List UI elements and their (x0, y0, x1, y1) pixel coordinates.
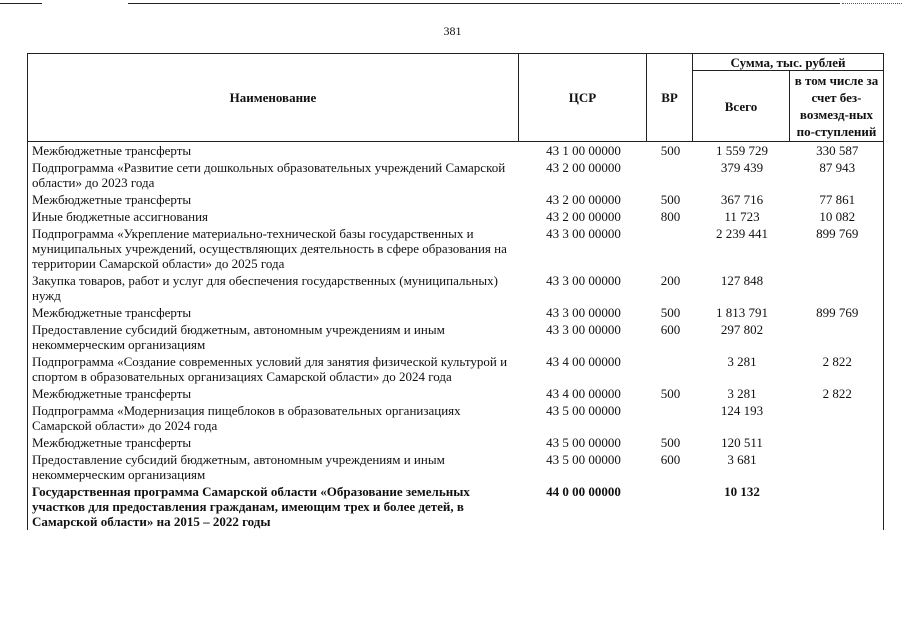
row-code: 44 0 00 00000 (546, 484, 621, 499)
row-name: Межбюджетные трансферты (28, 304, 519, 321)
row-name: Предоставление субсидий бюджетным, автономным учреждениям и иным некоммерческим организациям (28, 451, 519, 483)
top-rule-left (0, 3, 42, 4)
table-row (28, 208, 884, 225)
row-total: 297 802 (720, 322, 764, 337)
top-rule-dotted (842, 3, 902, 4)
row-code: 43 3 00 00000 (546, 322, 621, 337)
row-name: Межбюджетные трансферты (28, 385, 519, 402)
row-code: 43 3 00 00000 (546, 273, 621, 288)
row-vr (647, 483, 693, 530)
row-of-which (790, 272, 884, 304)
row-name: Иные бюджетные ассигнования (28, 208, 519, 225)
header-name: Наименование (28, 54, 519, 142)
table-row (28, 321, 884, 353)
row-name: Государственная программа Самарской области «Образование земельных участков для предоставления гражданам, имеющим трех и более детей, в Самарской области» на 2015 – 2022 годы (28, 483, 519, 530)
row-of-which: 10 082 (790, 208, 884, 225)
row-total: 379 439 (720, 160, 764, 175)
row-of-which (790, 483, 884, 530)
table-row (28, 191, 884, 208)
row-code: 43 2 00 00000 (546, 160, 621, 175)
header-code: ЦСР (519, 54, 647, 142)
row-code: 43 4 00 00000 (546, 386, 621, 401)
row-of-which (790, 434, 884, 451)
table-row (28, 434, 884, 451)
row-name: Подпрограмма «Развитие сети дошкольных образовательных учреждений Самарской области» до 2023 года (28, 159, 519, 191)
row-total: 10 132 (724, 484, 760, 499)
table-row (28, 402, 884, 434)
row-vr: 200 (660, 273, 681, 288)
row-name: Межбюджетные трансферты (28, 434, 519, 451)
row-vr (647, 402, 693, 434)
row-name: Предоставление субсидий бюджетным, автономным учреждениям и иным некоммерческим организациям (28, 321, 519, 353)
row-code: 43 1 00 00000 (546, 143, 621, 158)
row-of-which (790, 321, 884, 353)
row-total: 3 281 (727, 386, 757, 401)
row-of-which (790, 402, 884, 434)
row-total: 367 716 (720, 192, 764, 207)
row-total: 3 681 (727, 452, 757, 467)
row-code: 43 5 00 00000 (546, 452, 621, 467)
table-body (28, 142, 884, 531)
row-vr (647, 159, 693, 191)
row-name: Закупка товаров, работ и услуг для обеспечения государственных (муниципальных) нужд (28, 272, 519, 304)
header-total: Всего (693, 71, 790, 142)
table-row (28, 225, 884, 272)
row-vr: 500 (660, 192, 681, 207)
row-code: 43 2 00 00000 (546, 192, 621, 207)
budget-table (27, 53, 884, 530)
row-of-which: 2 822 (790, 385, 884, 402)
row-vr: 500 (660, 435, 681, 450)
row-name: Подпрограмма «Модернизация пищеблоков в образовательных организациях Самарской области» до 2024 года (28, 402, 519, 434)
row-vr (647, 225, 693, 272)
row-name: Подпрограмма «Создание современных условий для занятия физической культурой и спортом в образовательных организациях Самарской области» до 2024 года (28, 353, 519, 385)
row-of-which (790, 451, 884, 483)
row-vr: 500 (660, 386, 681, 401)
row-vr: 500 (660, 305, 681, 320)
table-row (28, 353, 884, 385)
row-of-which: 2 822 (790, 353, 884, 385)
row-code: 43 5 00 00000 (546, 403, 621, 418)
row-total: 124 193 (720, 403, 764, 418)
row-total: 1 559 729 (716, 143, 768, 158)
table-row (28, 451, 884, 483)
row-of-which: 77 861 (790, 191, 884, 208)
row-vr: 800 (660, 209, 681, 224)
row-vr (647, 353, 693, 385)
row-total: 3 281 (727, 354, 757, 369)
row-total: 120 511 (721, 435, 763, 450)
row-vr: 600 (660, 452, 681, 467)
table-row (28, 304, 884, 321)
table-row (28, 483, 884, 530)
row-name: Подпрограмма «Укрепление материально-технической базы государственных и муниципальных учреждений, осуществляющих деятельность в сфере образования на территории Самарской области» до 2025 года (28, 225, 519, 272)
row-code: 43 4 00 00000 (546, 354, 621, 369)
row-of-which: 87 943 (790, 159, 884, 191)
header-of-which: в том числе за счет без-возмезд-ных по-ступлений (790, 71, 884, 142)
row-total: 2 239 441 (716, 226, 768, 241)
top-rule (128, 3, 840, 4)
row-total: 127 848 (720, 273, 764, 288)
header-sum: Сумма, тыс. рублей (693, 54, 884, 71)
row-of-which: 899 769 (790, 304, 884, 321)
table-row (28, 272, 884, 304)
row-total: 1 813 791 (716, 305, 768, 320)
table-row (28, 159, 884, 191)
row-name: Межбюджетные трансферты (28, 142, 519, 160)
table-row (28, 142, 884, 160)
row-vr: 500 (660, 143, 681, 158)
row-code: 43 5 00 00000 (546, 435, 621, 450)
row-of-which: 330 587 (790, 142, 884, 160)
page-number: 381 (443, 24, 462, 38)
row-code: 43 2 00 00000 (546, 209, 621, 224)
row-of-which: 899 769 (790, 225, 884, 272)
row-name: Межбюджетные трансферты (28, 191, 519, 208)
row-code: 43 3 00 00000 (546, 226, 621, 241)
header-vr: ВР (647, 54, 693, 142)
row-total: 11 723 (724, 209, 760, 224)
row-vr: 600 (660, 322, 681, 337)
row-code: 43 3 00 00000 (546, 305, 621, 320)
table-row (28, 385, 884, 402)
